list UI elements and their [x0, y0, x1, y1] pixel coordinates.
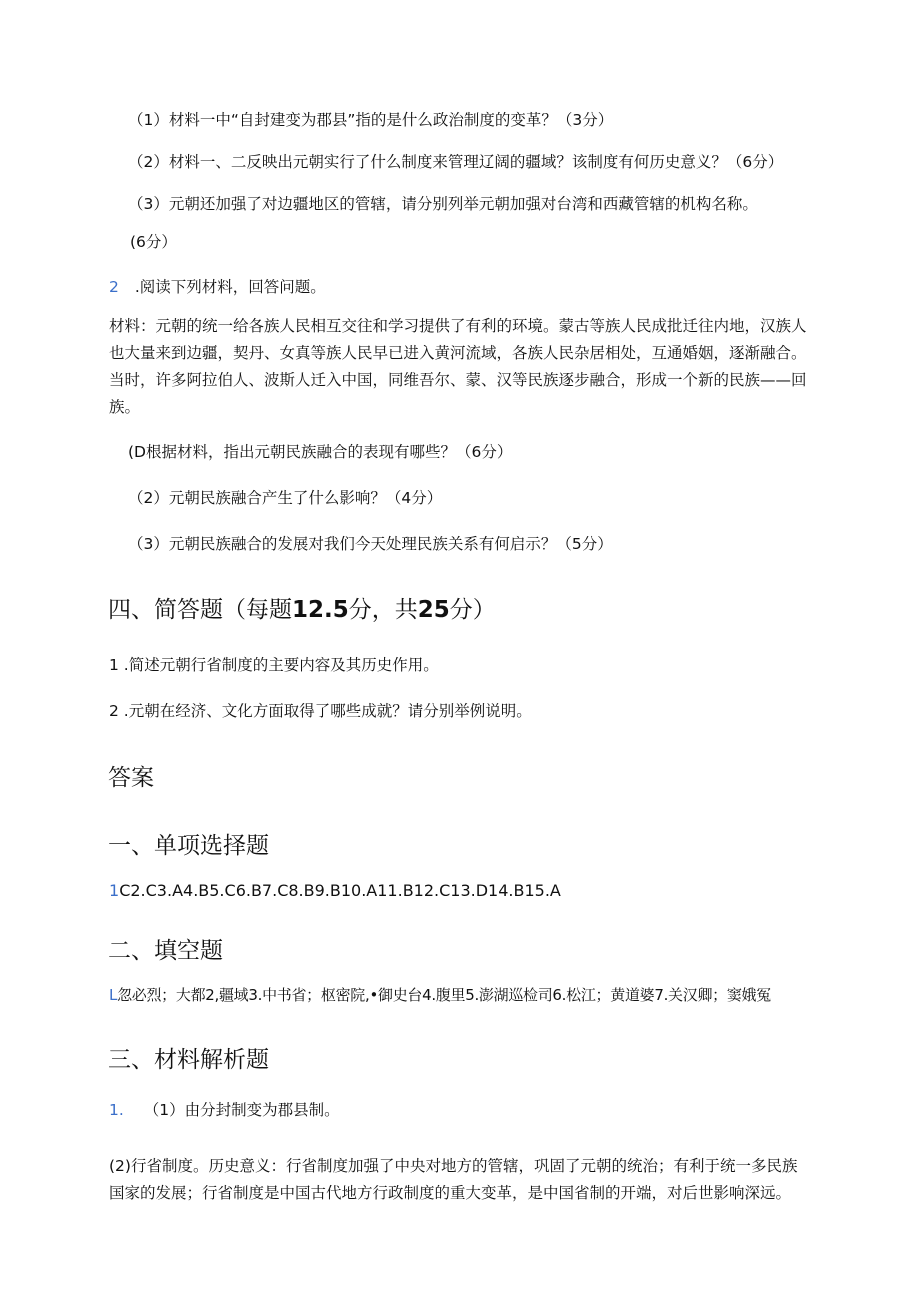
- section-4-title-mid: 分，共: [348, 597, 418, 623]
- answers-section-3-title: 三、材料解析题: [108, 1047, 269, 1073]
- question-2-heading: [109, 277, 326, 297]
- answers-section-1-choices: C2.C3.A4.B5.C6.B7.C8.B9.B10.A11.B12.C13.D14.B15.A: [119, 881, 561, 900]
- question-sub-1: （1）材料一中“自封建变为郡县”指的是什么政治制度的变革？（3分）: [128, 111, 614, 129]
- question-2-prompt: .阅读下列材料，回答问题。: [134, 278, 326, 296]
- question-sub-3: （3）元朝还加强了对边疆地区的管辖，请分别列举元朝加强对台湾和西藏管辖的机构名称。: [128, 195, 758, 213]
- answers-section-3-item-1: [109, 1100, 340, 1120]
- answers-title: 答案: [108, 765, 154, 791]
- answers-section-2-lead: L: [109, 986, 118, 1004]
- short-answer-2: 2 .元朝在经济、文化方面取得了哪些成就？请分别举例说明。: [109, 702, 532, 720]
- answers-section-2-text: [109, 985, 771, 1005]
- section-4-title: [108, 595, 496, 625]
- section-4-title-num1: 12.5: [292, 597, 349, 623]
- section-4-title-post: 分）: [449, 597, 496, 623]
- section-4-title-pre: 四、简答题（每题: [108, 597, 292, 623]
- question-sub-2: （2）材料一、二反映出元朝实行了什么制度来管理辽阔的疆域？该制度有何历史意义？（6分）: [128, 153, 784, 171]
- section-4-title-num2: 25: [417, 597, 450, 623]
- answers-section-3-answer-2: (2)行省制度。历史意义：行省制度加强了中央对地方的管辖，巩固了元朝的统治；有利于统一多民族国家的发展；行省制度是中国古代地方行政制度的重大变革，是中国省制的开端，对后世影响深远。: [109, 1157, 798, 1202]
- question-2-sub-2: （2）元朝民族融合产生了什么影响？（4分）: [128, 489, 443, 507]
- question-2-number: 2: [109, 278, 119, 296]
- answers-section-3-answer-1: （1）由分封制变为郡县制。: [143, 1101, 340, 1119]
- question-2-sub-1: (D根据材料，指出元朝民族融合的表现有哪些？（6分）: [128, 443, 513, 461]
- answers-section-1-lead: 1: [109, 881, 120, 900]
- answers-section-1-text: [109, 881, 561, 901]
- question-sub-3-score: (6分）: [130, 233, 177, 251]
- question-2-sub-3: （3）元朝民族融合的发展对我们今天处理民族关系有何启示？（5分）: [128, 535, 613, 553]
- short-answer-1: 1 .简述元朝行省制度的主要内容及其历史作用。: [109, 656, 439, 674]
- answers-section-2-title: 二、填空题: [108, 938, 223, 964]
- answers-section-2-fill: 忽必烈；大都2,疆域3.中书省；枢密院,•御史台4.腹里5.澎湖巡检司6.松江；黄道婆7.关汉卿；窦娥冤: [117, 986, 771, 1004]
- answers-section-3-number: 1.: [109, 1101, 124, 1119]
- material-paragraph: 材料：元朝的统一给各族人民相互交往和学习提供了有利的环境。蒙古等族人民成批迁往内地，汉族人也大量来到边疆，契丹、女真等族人民早已进入黄河流域，各族人民杂居相处，互通婚姻，逐渐融合。当时，许多阿拉伯人、波斯人迁入中国，同维吾尔、蒙、汉等民族逐步融合，形成一个新的民族——回族。: [109, 317, 807, 416]
- answers-section-1-title: 一、单项选择题: [108, 833, 269, 859]
